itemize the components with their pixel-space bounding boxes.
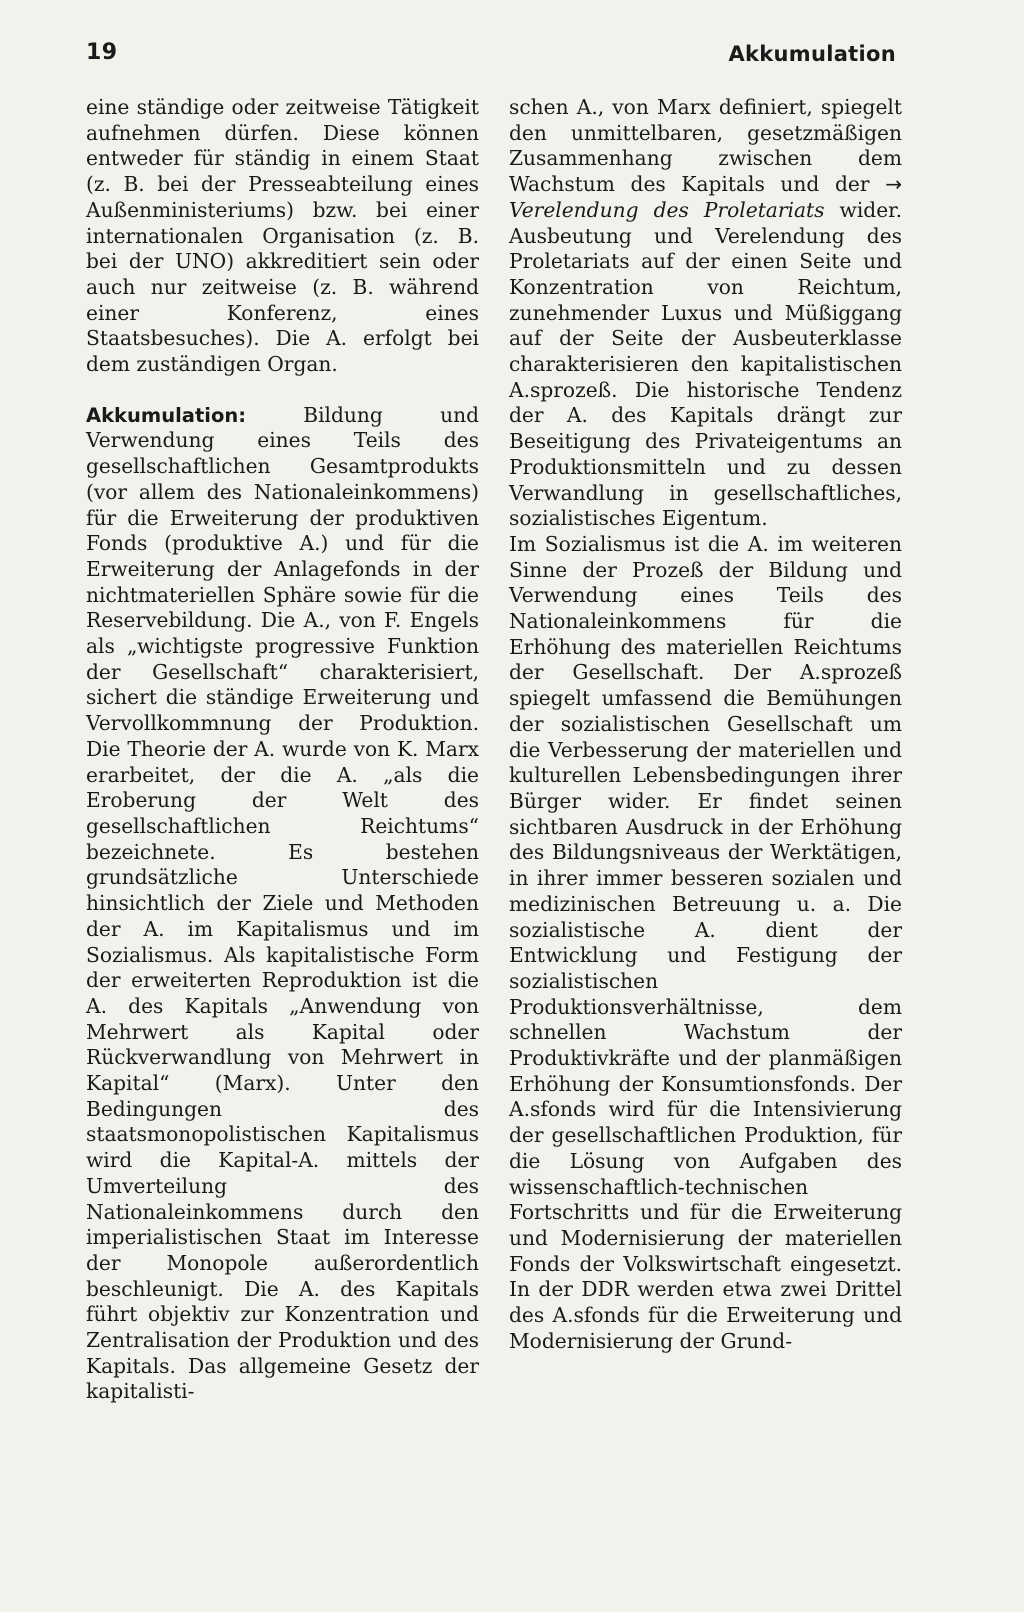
paragraph-text-cont: wider. Ausbeutung und Verelendung des Proletariats auf der einen Seite und Konzentration von Reichtum, zunehmender Luxus und Müßiggang auf der Seite der Ausbeuterklasse charakterisieren den kapitalistischen A.sprozeß. Die historische Tendenz der A. des Kapitals drängt zur Beseitigung des Privateigentums an Produktionsmitteln und zu dessen Verwandlung in gesellschaftliches, sozialistisches Eigentum. (509, 197, 903, 531)
cross-reference-arrow-icon: → (885, 172, 902, 197)
paragraph-text: eine ständige oder zeitweise Tätigkeit aufnehmen dürfen. Diese können entweder für ständig in einem Staat (z. B. bei der Presseabteilung eines Außenministeriums) bzw. bei einer internationalen Organisation (z. B. bei der UNO) akkreditiert sein oder auch nur zeitweise (z. B. während einer Konferenz, eines Staatsbesuches). Die A. erfolgt bei dem zuständigen Organ. (86, 95, 479, 377)
entry-akkumulation (86, 403, 479, 1405)
page-number: 19 (86, 40, 118, 65)
right-column (509, 95, 902, 1354)
entry-continuation-paragraph (86, 95, 479, 378)
entry-definition-text: Bildung und Verwendung eines Teils des gesellschaftlichen Gesamtprodukts (vor allem des Nationaleinkommens) für die Erweiterung der produktiven Fonds (produktive A.) und für die Erweiterung der Anlagefonds in der nichtmateriellen Sphäre sowie für die Reservebildung. Die A., von F. Engels als „wichtigste progressive Funktion der Gesellschaft“ charakterisiert, sichert die ständige Erweiterung und Vervollkommnung der Produktion. Die Theorie der A. wurde von K. Marx erarbeitet, der die A. „als die Eroberung der Welt des gesellschaftlichen Reichtums“ bezeichnete. Es bestehen grundsätzliche Unterschiede hinsichtlich der Ziele und Methoden der A. im Kapitalismus und im Sozialismus. Als kapitalistische Form der erweiterten Reproduktion ist die A. des Kapitals „Anwendung von Mehrwert als Kapital oder Rückverwandlung von Mehrwert in Kapital“ (Marx). Unter den Bedingungen des staatsmonopolistischen Kapitalismus wird die Kapital-A. mittels der Umverteilung des Nationaleinkommens durch den imperialistischen Staat im Interesse der Monopole außerordentlich beschleunigt. Die A. des Kapitals führt objektiv zur Konzentration und Zentralisation der Produktion und des Kapitals. Das allgemeine Gesetz der kapitalisti- (86, 402, 479, 1404)
paragraph-text: Im Sozialismus ist die A. im weiteren Sinne der Prozeß der Bildung und Verwendung eines Teils des Nationaleinkommens für die Erhöhung des materiellen Reichtums der Gesellschaft. Der A.sprozeß spiegelt umfassend die Bemühungen der sozialistischen Gesellschaft um die Verbesserung der materiellen und kulturellen Lebensbedingungen ihrer Bürger wider. Er findet seinen sichtbaren Ausdruck in der Erhöhung des Bildungsniveaus der Werktätigen, in ihrer immer besseren sozialen und medizinischen Betreuung u. a. Die sozialistische A. dient der Entwicklung und Festigung der sozialistischen Produktionsverhältnisse, dem schnellen Wachstum der Produktivkräfte und der planmäßigen Erhöhung der Konsumtionsfonds. Der A.sfonds wird für die Intensivierung der gesellschaftlichen Produktion, für die Lösung von Aufgaben des wissenschaftlich-technischen Fortschritts und für die Erweiterung und Modernisierung der materiellen Fonds der Volkswirtschaft eingesetzt. In der DDR werden etwa zwei Drittel des A.sfonds für die Erweiterung und Modernisierung der Grund- (509, 531, 902, 1353)
left-column (86, 95, 479, 1405)
paragraph-text: schen A., von Marx definiert, spiegelt den unmittelbaren, gesetzmäßigen Zusammenhang zwischen dem Wachstum des Kapitals und der (509, 95, 902, 197)
entry-gap (86, 378, 479, 403)
cross-reference-link[interactable]: Verelendung des Proletariats (509, 197, 825, 222)
running-head: Akkumulation (728, 42, 896, 66)
entry-headword: Akkumulation: (86, 403, 247, 427)
entry-continuation-paragraph (509, 95, 902, 532)
socialism-paragraph (509, 532, 902, 1355)
